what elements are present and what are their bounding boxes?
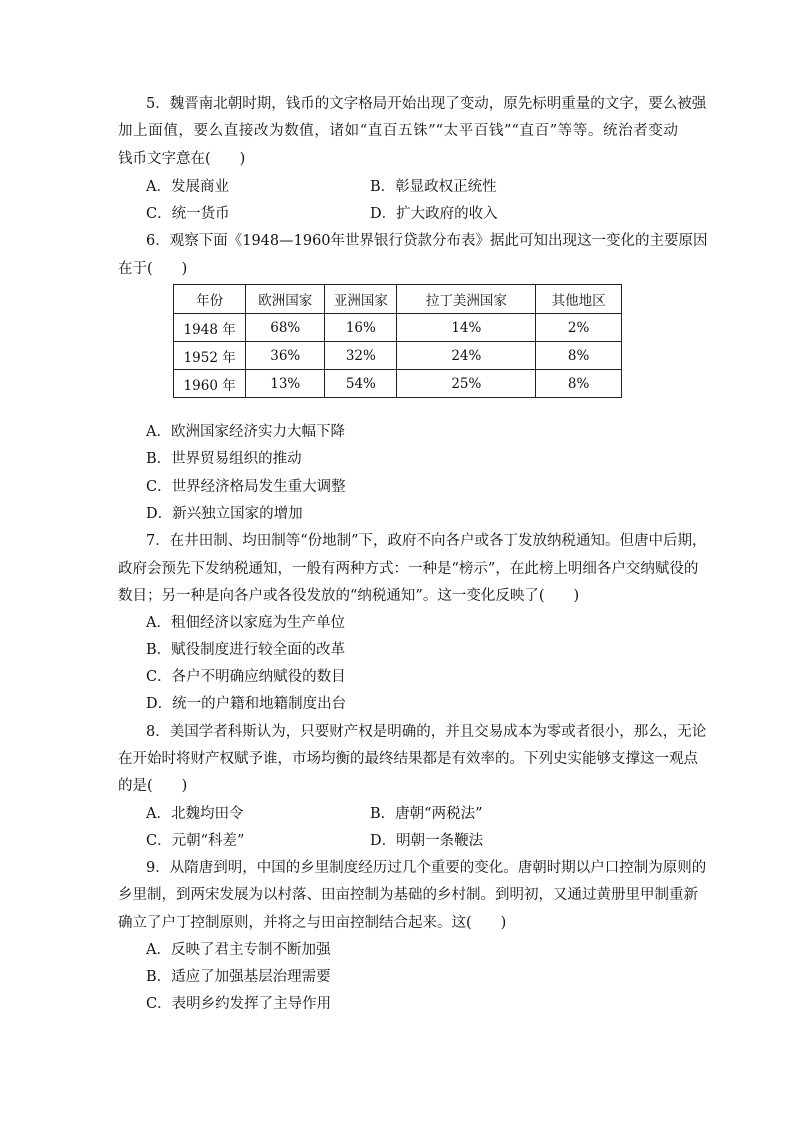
table-header-other: 其他地区 (536, 285, 622, 314)
table-cell: 1960 年 (174, 370, 246, 398)
q8-stem-line-3: 的是( ) (118, 778, 188, 794)
q6-stem-line-1: 6．观察下面《1948—1960年世界银行贷款分布表》据此可知出现这一变化的主要原因 (146, 233, 708, 249)
q7-option-d: D．统一的户籍和地籍制度出台 (146, 696, 347, 712)
q7-option-b: B．赋役制度进行较全面的改革 (146, 642, 346, 658)
table-header-europe: 欧洲国家 (246, 285, 325, 314)
q9-option-b: B．适应了加强基层治理需要 (146, 969, 331, 985)
table-row (174, 342, 622, 370)
table-cell: 25% (397, 370, 536, 398)
q6-option-d: D．新兴独立国家的增加 (146, 506, 303, 522)
q7-option-c: C．各户不明确应纳赋役的数目 (146, 669, 346, 685)
q8-stem-line-1: 8．美国学者科斯认为，只要财产权是明确的，并且交易成本为零或者很小，那么，无论 (146, 724, 707, 740)
q5-stem-line-2: 加上面值，要么直接改为数值，诸如“直百五铢”“太平百钱”“直百”等等。统治者变动 (118, 123, 678, 139)
table-cell: 8% (536, 370, 622, 398)
loan-distribution-table (173, 284, 622, 398)
table-header-asia: 亚洲国家 (325, 285, 397, 314)
table-header-year: 年份 (174, 285, 246, 314)
table-cell: 32% (325, 342, 397, 370)
table-cell: 8% (536, 342, 622, 370)
table-cell: 2% (536, 314, 622, 342)
table-cell: 1952 年 (174, 342, 246, 370)
table-row (174, 314, 622, 342)
q8-option-d: D．明朝一条鞭法 (370, 833, 484, 849)
q5-option-c: C．统一货币 (146, 206, 230, 222)
q9-option-c: C．表明乡约发挥了主导作用 (146, 996, 332, 1012)
q6-option-b: B．世界贸易组织的推动 (146, 451, 302, 467)
q8-option-a: A．北魏均田令 (146, 806, 244, 822)
q5-option-a: A．发展商业 (146, 179, 229, 195)
q9-stem-line-2: 乡里制，到两宋发展为以村落、田亩控制为基础的乡村制。到明初，又通过黄册里甲制重新 (118, 887, 698, 903)
table-cell: 68% (246, 314, 325, 342)
table-row (174, 370, 622, 398)
q7-option-a: A．租佃经济以家庭为生产单位 (146, 615, 345, 631)
table-cell: 14% (397, 314, 536, 342)
table-header-latin-america: 拉丁美洲国家 (397, 285, 536, 314)
table-cell: 36% (246, 342, 325, 370)
q5-option-d: D．扩大政府的收入 (370, 206, 498, 222)
table-cell: 16% (325, 314, 397, 342)
table-header-row (174, 285, 622, 314)
q7-stem-line-1: 7．在井田制、均田制等“份地制”下，政府不向各户或各丁发放纳税通知。但唐中后期， (146, 533, 707, 549)
q9-stem-line-3: 确立了户丁控制原则，并将之与田亩控制结合起来。这( ) (118, 915, 507, 931)
table-cell: 13% (246, 370, 325, 398)
q6-option-a: A．欧洲国家经济实力大幅下降 (146, 424, 345, 440)
q7-stem-line-3: 数目；另一种是向各户或各役发放的“纳税通知”。这一变化反映了( ) (118, 588, 580, 604)
q8-option-b: B．唐朝“两税法” (370, 806, 483, 822)
q6-stem-line-2: 在于( ) (118, 261, 188, 277)
table-cell: 24% (397, 342, 536, 370)
table-cell: 54% (325, 370, 397, 398)
table-cell: 1948 年 (174, 314, 246, 342)
q5-stem-line-1: 5．魏晋南北朝时期，钱币的文字格局开始出现了变动，原先标明重量的文字，要么被强 (146, 96, 707, 112)
q8-stem-line-2: 在开始时将财产权赋予谁，市场均衡的最终结果都是有效率的。下列史实能够支撑这一观点 (118, 751, 698, 767)
q9-stem-line-1: 9．从隋唐到明，中国的乡里制度经历过几个重要的变化。唐朝时期以户口控制为原则的 (146, 860, 707, 876)
q7-stem-line-2: 政府会预先下发纳税通知，一般有两种方式：一种是“榜示”，在此榜上明细各户交纳赋役的 (118, 561, 699, 577)
q5-stem-line-3: 钱币文字意在( ) (118, 151, 246, 167)
q5-option-b: B．彰显政权正统性 (370, 179, 497, 195)
q6-option-c: C．世界经济格局发生重大调整 (146, 479, 346, 495)
q9-option-a: A．反映了君主专制不断加强 (146, 942, 331, 958)
q8-option-c: C．元朝“科差” (146, 833, 245, 849)
